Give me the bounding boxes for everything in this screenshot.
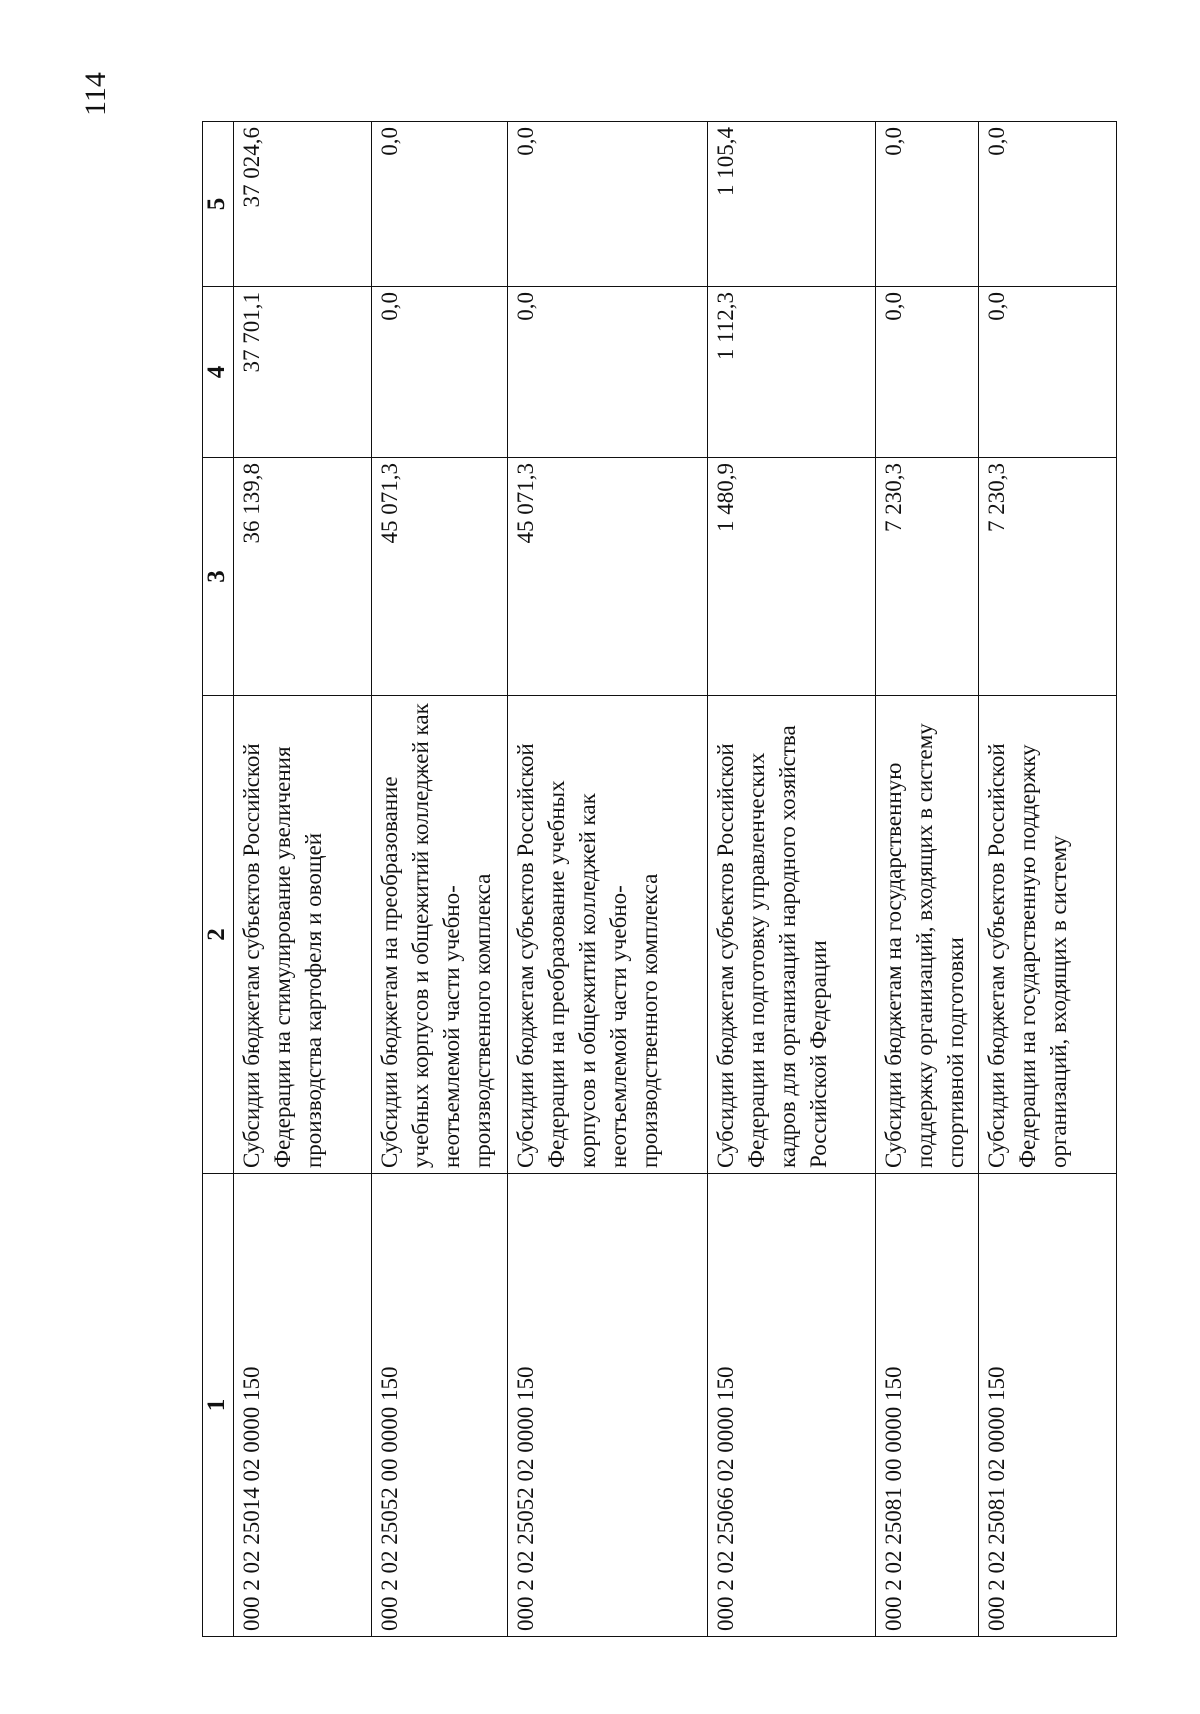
budget-code-cell: 000 2 02 25066 02 0000 150 [708,1174,876,1637]
table-header-row [203,122,234,1637]
description-cell: Субсидии бюджетам субъектов Российской Федерации на государственную поддержку организаций, входящих в систему [979,696,1117,1174]
budget-code-cell: 000 2 02 25052 02 0000 150 [508,1174,708,1637]
value-col4-cell: 37 701,1 [234,287,372,458]
rotated-page-content [202,122,1117,1637]
description-cell: Субсидии бюджетам субъектов Российской Федерации на преобразование учебных корпусов и общежитий колледжей как неотъемлемой части учебно-производственного комплекса [508,696,708,1174]
value-col4-cell: 0,0 [979,287,1117,458]
value-col5-cell: 1 105,4 [708,122,876,287]
value-col4-cell: 1 112,3 [708,287,876,458]
budget-code-cell: 000 2 02 25081 00 0000 150 [876,1174,979,1637]
budget-code-cell: 000 2 02 25052 00 0000 150 [371,1174,508,1637]
value-col4-cell: 0,0 [876,287,979,458]
value-col3-cell: 1 480,9 [708,458,876,696]
value-col3-cell: 45 071,3 [508,458,708,696]
column-header: 3 [203,458,234,696]
table-row [234,122,372,1637]
table-row [708,122,876,1637]
table-row [979,122,1117,1637]
budget-table [202,121,1117,1637]
description-cell: Субсидии бюджетам субъектов Российской Федерации на стимулирование увеличения производства картофеля и овощей [234,696,372,1174]
page-number: 114 [79,72,112,116]
table-row [371,122,508,1637]
table-row [876,122,979,1637]
value-col3-cell: 45 071,3 [371,458,508,696]
description-cell: Субсидии бюджетам на государственную поддержку организаций, входящих в систему спортивной подготовки [876,696,979,1174]
value-col5-cell: 0,0 [876,122,979,287]
column-header: 4 [203,287,234,458]
table-row [508,122,708,1637]
description-cell: Субсидии бюджетам на преобразование учебных корпусов и общежитий колледжей как неотъемлемой части учебно-производственного комплекса [371,696,508,1174]
value-col5-cell: 0,0 [508,122,708,287]
budget-code-cell: 000 2 02 25014 02 0000 150 [234,1174,372,1637]
value-col5-cell: 37 024,6 [234,122,372,287]
value-col3-cell: 7 230,3 [979,458,1117,696]
value-col5-cell: 0,0 [979,122,1117,287]
budget-code-cell: 000 2 02 25081 02 0000 150 [979,1174,1117,1637]
column-header: 5 [203,122,234,287]
value-col4-cell: 0,0 [371,287,508,458]
description-cell: Субсидии бюджетам субъектов Российской Федерации на подготовку управленческих кадров для организаций народного хозяйства Российской Федерации [708,696,876,1174]
value-col4-cell: 0,0 [508,287,708,458]
value-col3-cell: 36 139,8 [234,458,372,696]
column-header: 1 [203,1174,234,1637]
value-col3-cell: 7 230,3 [876,458,979,696]
value-col5-cell: 0,0 [371,122,508,287]
column-header: 2 [203,696,234,1174]
